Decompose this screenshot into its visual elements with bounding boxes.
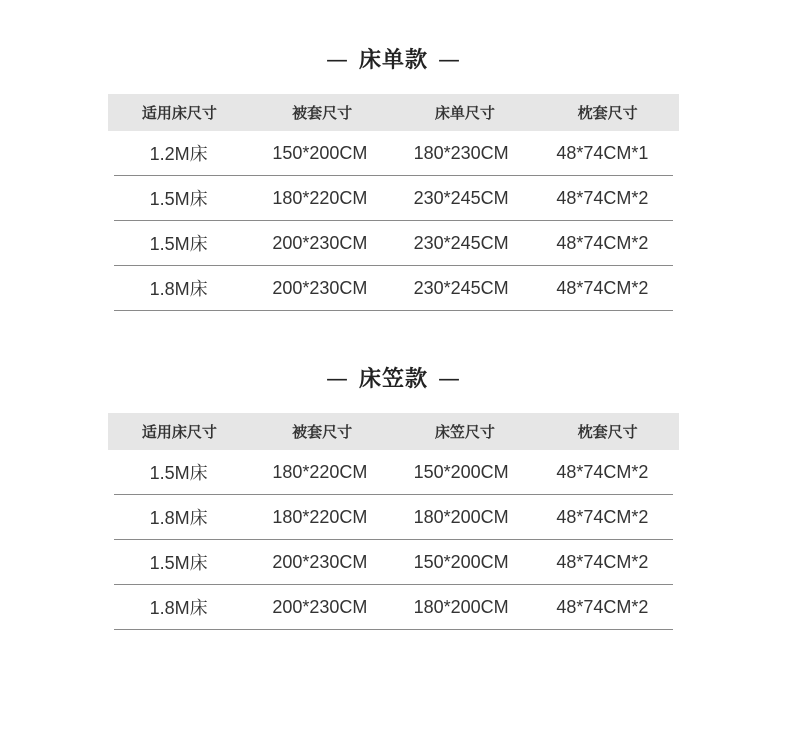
cell-duvet-size: 200*230CM: [272, 232, 368, 253]
cell-pillowcase-size: 48*74CM*2: [556, 551, 649, 572]
table-header: [108, 94, 679, 131]
header-sheet-size: 床单尺寸: [434, 104, 495, 122]
header-bed-size: 适用床尺寸: [141, 423, 217, 441]
title-dash-right: —: [438, 367, 461, 392]
header-fitted-sheet-size: 床笠尺寸: [434, 423, 495, 441]
title-dash-left: —: [325, 367, 349, 392]
header-duvet-size: 被套尺寸: [292, 104, 353, 122]
title-dash-left: —: [325, 48, 349, 73]
table-row: [114, 495, 673, 540]
table-header: [108, 413, 679, 450]
cell-duvet-size: 200*230CM: [272, 277, 368, 298]
cell-sheet-size: 230*245CM: [413, 277, 509, 298]
section-title-text: 床单款: [358, 48, 428, 73]
cell-fitted-sheet-size: 150*200CM: [413, 551, 509, 572]
cell-bed-size: 1.5M床: [149, 189, 208, 209]
header-duvet-size: 被套尺寸: [292, 423, 353, 441]
cell-bed-size: 1.5M床: [149, 553, 208, 573]
bedsheet-section: [108, 46, 679, 311]
table-row: [114, 176, 673, 221]
header-pillowcase-size: 枕套尺寸: [577, 423, 638, 441]
cell-duvet-size: 180*220CM: [272, 461, 368, 482]
cell-pillowcase-size: 48*74CM*2: [556, 277, 649, 298]
cell-sheet-size: 230*245CM: [413, 187, 509, 208]
table-row: [114, 131, 673, 176]
cell-pillowcase-size: 48*74CM*2: [556, 506, 649, 527]
cell-duvet-size: 200*230CM: [272, 551, 368, 572]
cell-pillowcase-size: 48*74CM*2: [556, 596, 649, 617]
cell-bed-size: 1.8M床: [149, 279, 208, 299]
section-title: [108, 46, 679, 76]
cell-duvet-size: 180*220CM: [272, 506, 368, 527]
cell-bed-size: 1.8M床: [149, 508, 208, 528]
header-pillowcase-size: 枕套尺寸: [577, 104, 638, 122]
cell-bed-size: 1.5M床: [149, 234, 208, 254]
table-row: [114, 540, 673, 585]
table-row: [114, 266, 673, 311]
cell-fitted-sheet-size: 150*200CM: [413, 461, 509, 482]
fitted-sheet-section: [108, 365, 679, 630]
cell-bed-size: 1.8M床: [149, 598, 208, 618]
section-title-text: 床笠款: [358, 367, 428, 392]
cell-pillowcase-size: 48*74CM*2: [556, 187, 649, 208]
title-dash-right: —: [438, 48, 461, 73]
section-title: [108, 365, 679, 395]
cell-sheet-size: 180*230CM: [413, 142, 509, 163]
cell-pillowcase-size: 48*74CM*2: [556, 461, 649, 482]
cell-fitted-sheet-size: 180*200CM: [413, 596, 509, 617]
table-row: [114, 585, 673, 630]
cell-duvet-size: 180*220CM: [272, 187, 368, 208]
cell-bed-size: 1.5M床: [149, 463, 208, 483]
cell-sheet-size: 230*245CM: [413, 232, 509, 253]
cell-duvet-size: 200*230CM: [272, 596, 368, 617]
cell-fitted-sheet-size: 180*200CM: [413, 506, 509, 527]
cell-duvet-size: 150*200CM: [272, 142, 368, 163]
cell-bed-size: 1.2M床: [149, 144, 208, 164]
table-row: [114, 221, 673, 266]
cell-pillowcase-size: 48*74CM*2: [556, 232, 649, 253]
table-row: [114, 450, 673, 495]
header-bed-size: 适用床尺寸: [141, 104, 217, 122]
cell-pillowcase-size: 48*74CM*1: [556, 142, 649, 163]
